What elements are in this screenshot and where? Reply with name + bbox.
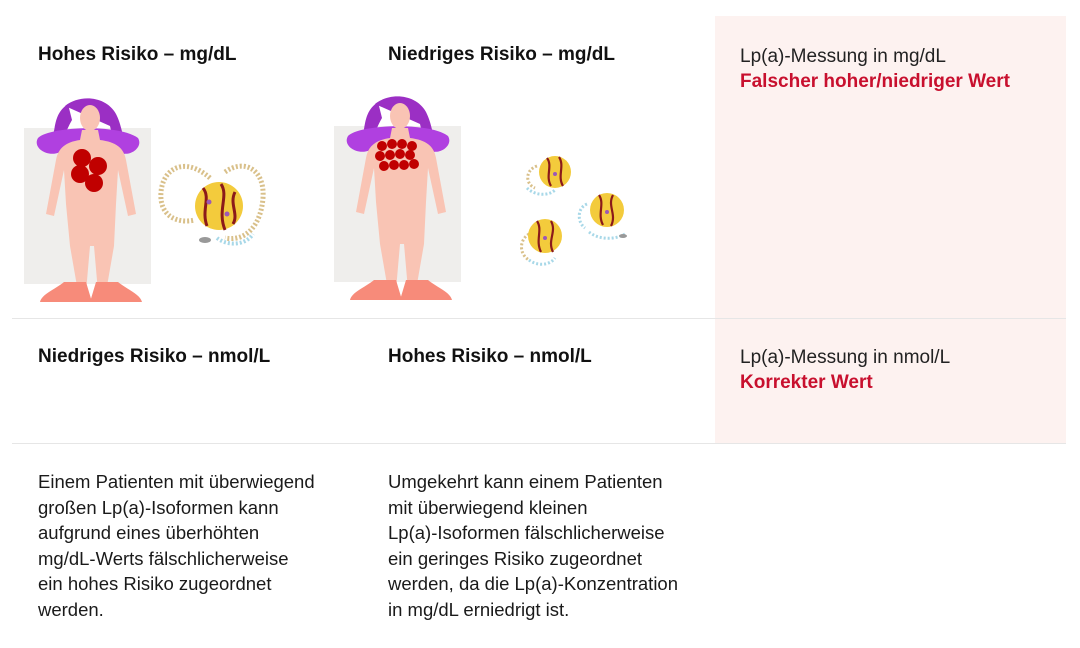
measurement-value-nmol: Korrekter Wert <box>740 372 873 393</box>
measurement-label-nmol: Lp(a)-Messung in nmol/L <box>740 347 951 368</box>
explanation-line: Umgekehrt kann einem Patienten <box>388 471 663 492</box>
heading-high-risk-nmol: Hohes Risiko – nmol/L <box>388 346 592 367</box>
explanation-line: großen Lp(a)-Isoformen kann <box>38 496 279 518</box>
explanation-large-isoforms <box>38 469 315 622</box>
patient-figure-small-particles <box>330 94 470 308</box>
explanation-small-isoforms <box>388 469 678 622</box>
heading-low-risk-mgdl: Niedriges Risiko – mg/dL <box>388 44 615 65</box>
heading-high-risk-mgdl: Hohes Risiko – mg/dL <box>38 44 237 65</box>
large-lipoprotein-icon <box>155 150 270 250</box>
explanation-line: ein hohes Risiko zugeordnet <box>38 573 272 594</box>
row-divider <box>12 443 1066 444</box>
explanation-line: Lp(a)-Isoformen fälschlicherweise <box>388 522 665 543</box>
explanation-line: aufgrund eines überhöhten <box>38 522 260 543</box>
heading-low-risk-nmol: Niedriges Risiko – nmol/L <box>38 346 271 367</box>
explanation-line: mg/dL-Werts fälschlicherweise <box>38 547 289 569</box>
measurement-value-mgdl: Falscher hoher/niedriger Wert <box>740 71 1010 92</box>
explanation-line: werden, da die Lp(a)-Konzentration <box>388 573 679 594</box>
explanation-line: Einem Patienten mit überwiegend <box>38 471 315 492</box>
small-lipoproteins-icon <box>515 148 640 270</box>
row-divider <box>12 318 1066 319</box>
explanation-line: in mg/dL erniedrigt ist. <box>388 598 570 620</box>
explanation-line: ein geringes Risiko zugeordnet <box>388 547 643 569</box>
explanation-line: mit überwiegend kleinen <box>388 496 588 518</box>
patient-figure-large-particles <box>20 96 160 310</box>
explanation-line: werden. <box>38 598 104 620</box>
measurement-label-mgdl: Lp(a)-Messung in mg/dL <box>740 46 946 67</box>
